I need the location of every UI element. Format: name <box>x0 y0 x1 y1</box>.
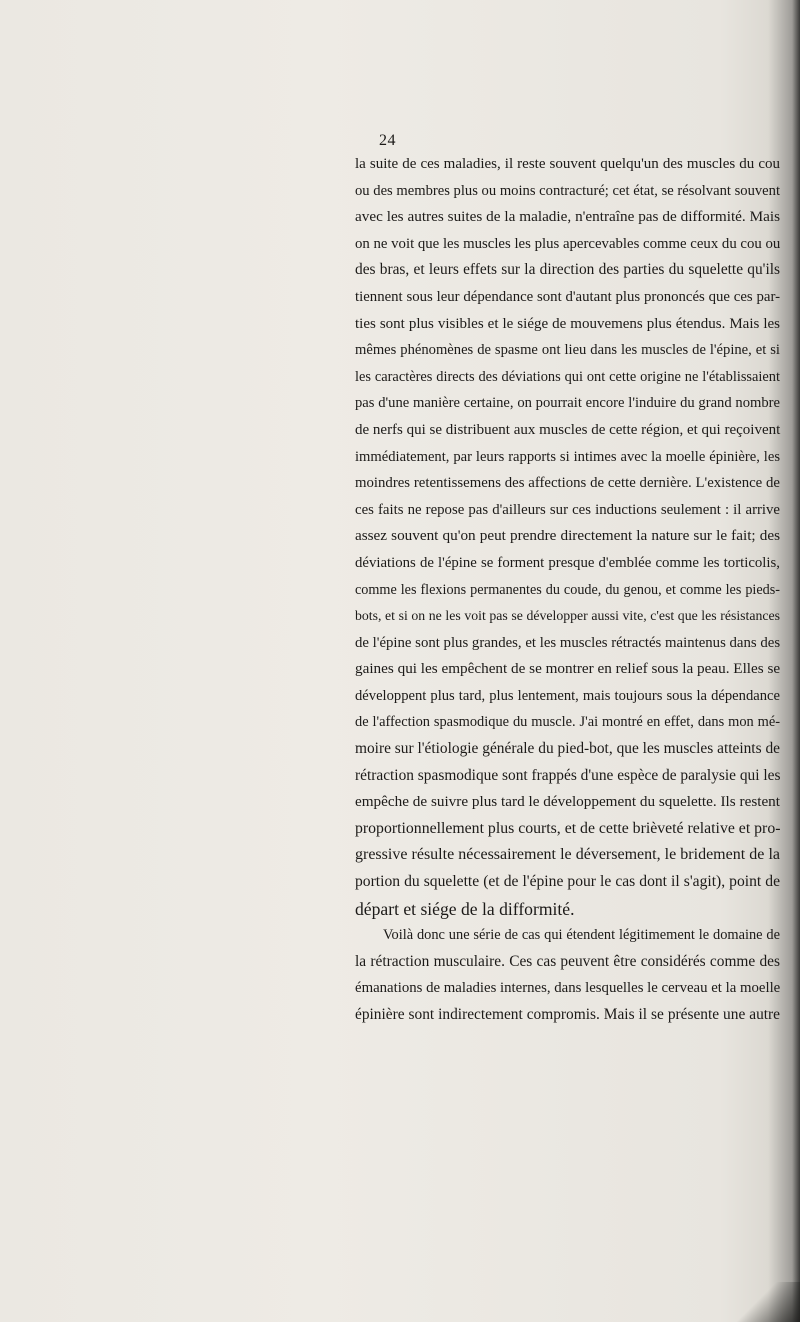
text-line: émanations de maladies internes, dans lesquelles le cerveau et la moelle <box>355 980 781 997</box>
text-line: on ne voit que les muscles les plus apercevables comme ceux du cou ou <box>355 235 781 252</box>
text-line: empêche de suivre plus tard le développement du squelette. Ils restent <box>355 793 780 811</box>
text-line: des bras, et leurs effets sur la direction des parties du squelette qu'ils <box>355 261 780 279</box>
text-line: de l'affection spasmodique du muscle. J'ai montré en effet, dans mon mé- <box>355 714 780 731</box>
text-line: ou des membres plus ou moins contracturé; cet état, se résolvant souvent <box>355 182 780 199</box>
text-line: déviations de l'épine se forment presque d'emblée comme les torticolis, <box>355 554 780 571</box>
text-line: de nerfs qui se distribuent aux muscles de cette région, et qui reçoivent <box>355 421 781 438</box>
text-line: Voilà donc une série de cas qui étendent légitimement le domaine de <box>383 927 780 944</box>
text-line: moire sur l'étiologie générale du pied-bot, que les muscles atteints de <box>355 740 780 758</box>
text-line: bots, et si on ne les voit pas se développer aussi vite, c'est que les résistances <box>355 608 780 624</box>
text-line: immédiatement, par leurs rapports si intimes avec la moelle épinière, les <box>355 448 780 465</box>
text-line: ces faits ne repose pas d'ailleurs sur ces inductions seulement : il arrive <box>355 501 780 518</box>
text-line: la rétraction musculaire. Ces cas peuvent être considérés comme des <box>355 952 780 970</box>
page-corner-shadow <box>680 1282 800 1322</box>
text-line: proportionnellement plus courts, et de cette brièveté relative et pro- <box>355 819 781 837</box>
text-line: avec les autres suites de la maladie, n'entraîne pas de difformité. Mais <box>355 208 780 226</box>
text-line: la suite de ces maladies, il reste souvent quelqu'un des muscles du cou <box>355 156 780 172</box>
text-line: pas d'une manière certaine, on pourrait encore l'induire du grand nombre <box>355 395 780 412</box>
page-number: 24 <box>379 132 396 149</box>
text-line: portion du squelette (et de l'épine pour le cas dont il s'agit), point de <box>355 873 780 891</box>
text-line: rétraction spasmodique sont frappés d'une espèce de paralysie qui les <box>355 766 781 784</box>
text-line: gressive résulte nécessairement le déversement, le bridement de la <box>355 846 780 864</box>
text-line: départ et siége de la difformité. <box>355 898 575 919</box>
text-line: ties sont plus visibles et le siége de mouvemens plus étendus. Mais les <box>355 315 780 332</box>
text-line: gaines qui les empêchent de se montrer en relief sous la peau. Elles se <box>355 660 781 678</box>
text-line: moindres retentissemens des affections de cette dernière. L'existence de <box>355 475 780 492</box>
text-line: les caractères directs des déviations qui ont cette origine ne l'établissaient <box>355 368 780 385</box>
text-line: comme les flexions permanentes du coude, du genou, et comme les pieds- <box>355 581 780 598</box>
text-line: épinière sont indirectement compromis. Mais il se présente une autre <box>355 1006 780 1023</box>
text-line: tiennent sous leur dépendance sont d'autant plus prononcés que ces par- <box>355 288 780 305</box>
text-line: mêmes phénomènes de spasme ont lieu dans les muscles de l'épine, et si <box>355 342 780 359</box>
text-line: de l'épine sont plus grandes, et les muscles rétractés maintenus dans des <box>355 634 781 651</box>
text-line: développent plus tard, plus lentement, mais toujours sous la dépendance <box>355 687 780 704</box>
body-text <box>355 151 780 1029</box>
text-line: assez souvent qu'on peut prendre directement la nature sur le fait; des <box>355 527 780 545</box>
